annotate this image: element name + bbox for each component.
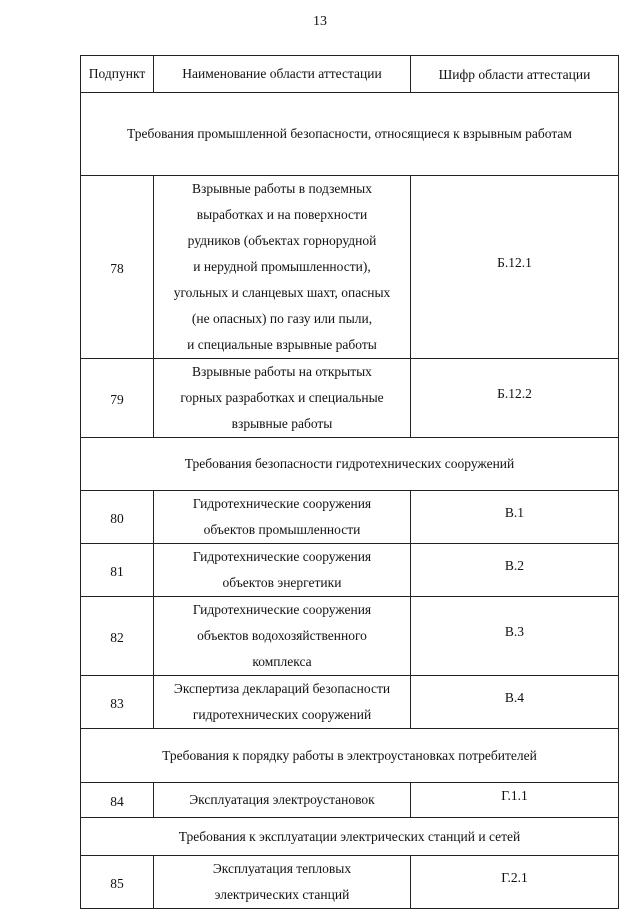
table-body bbox=[81, 93, 619, 909]
section-title: Требования промышленной безопасности, относящиеся к взрывным работам bbox=[81, 93, 619, 176]
area-name: Гидротехнические сооружения объектов энергетики bbox=[154, 544, 411, 597]
attestation-areas-table bbox=[80, 55, 619, 909]
subitem-number: 82 bbox=[81, 597, 154, 676]
table-row bbox=[81, 176, 619, 359]
subitem-number: 85 bbox=[81, 856, 154, 909]
area-code: В.2 bbox=[411, 544, 619, 597]
section-header-row bbox=[81, 818, 619, 856]
area-name: Гидротехнические сооружения объектов водохозяйственного комплекса bbox=[154, 597, 411, 676]
header-area-name: Наименование области аттестации bbox=[154, 56, 411, 93]
area-code: Г.2.1 bbox=[411, 856, 619, 909]
section-title: Требования безопасности гидротехнических сооружений bbox=[81, 438, 619, 491]
table-row bbox=[81, 676, 619, 729]
area-name: Гидротехнические сооружения объектов промышленности bbox=[154, 491, 411, 544]
area-name: Взрывные работы в подземных выработках и на поверхности рудников (объектах горнорудной и нерудной промышленности), угольных и сланцевых шахт, опасных (не опасных) по газу или пыли, и специальные взрывные работы bbox=[154, 176, 411, 359]
subitem-number: 80 bbox=[81, 491, 154, 544]
header-area-code: Шифр области аттестации bbox=[411, 56, 619, 93]
section-title: Требования к порядку работы в электроустановках потребителей bbox=[81, 729, 619, 783]
table-row bbox=[81, 359, 619, 438]
area-name: Взрывные работы на открытых горных разработках и специальные взрывные работы bbox=[154, 359, 411, 438]
table-row bbox=[81, 544, 619, 597]
subitem-number: 83 bbox=[81, 676, 154, 729]
area-name: Эксплуатация электроустановок bbox=[154, 783, 411, 818]
area-code: Б.12.2 bbox=[411, 359, 619, 438]
table-header-row bbox=[81, 56, 619, 93]
area-code: Б.12.1 bbox=[411, 176, 619, 359]
area-code: В.3 bbox=[411, 597, 619, 676]
section-header-row bbox=[81, 93, 619, 176]
table-row bbox=[81, 856, 619, 909]
table-row bbox=[81, 597, 619, 676]
page-number: 13 bbox=[313, 14, 327, 29]
subitem-number: 84 bbox=[81, 783, 154, 818]
section-title: Требования к эксплуатации электрических станций и сетей bbox=[81, 818, 619, 856]
table-row bbox=[81, 491, 619, 544]
area-code: В.1 bbox=[411, 491, 619, 544]
header-subitem: Подпункт bbox=[81, 56, 154, 93]
area-name: Экспертиза деклараций безопасности гидротехнических сооружений bbox=[154, 676, 411, 729]
area-code: Г.1.1 bbox=[411, 783, 619, 818]
area-name: Эксплуатация тепловых электрических станций bbox=[154, 856, 411, 909]
area-code: В.4 bbox=[411, 676, 619, 729]
subitem-number: 79 bbox=[81, 359, 154, 438]
section-header-row bbox=[81, 729, 619, 783]
subitem-number: 81 bbox=[81, 544, 154, 597]
table-row bbox=[81, 783, 619, 818]
subitem-number: 78 bbox=[81, 176, 154, 359]
section-header-row bbox=[81, 438, 619, 491]
